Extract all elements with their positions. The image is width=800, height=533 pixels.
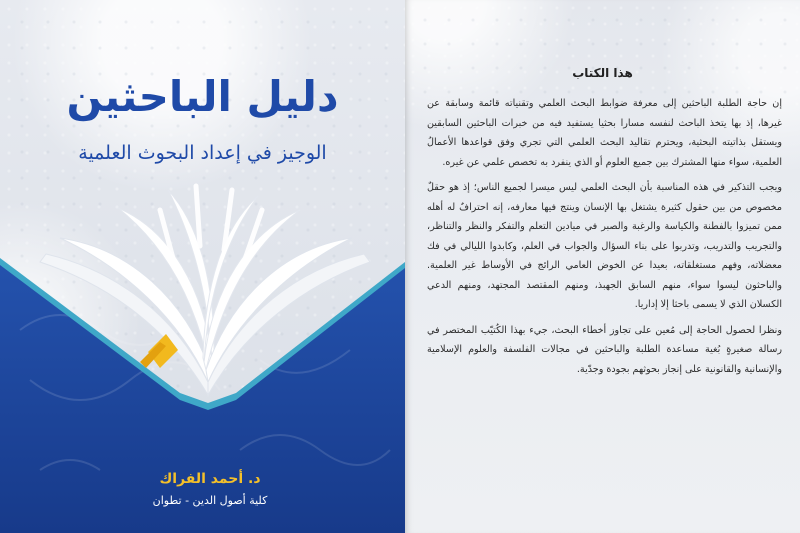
blurb-paragraph: ونظرا لحصول الحاجة إلى مُعين على تجاوز أخطاء البحث، جيء بهذا الكُتيّب المختصر في رسالة صغيرةٍ بُغية مساعدة الطلبة والباحثين في مجالات الفلسفة والعلوم الإسلامية والإنسانية والقانونية على إنجاز بحوثهم بجودة وجدّية. — [427, 324, 782, 375]
author-name: د. أحمد الفراك — [159, 471, 261, 487]
book-title: دليل الباحثين — [66, 72, 339, 121]
back-cover — [405, 0, 800, 533]
back-cover-heading: هذا الكتاب — [572, 66, 633, 80]
book-subtitle: الوجيز في إعداد البحوث العلمية — [78, 142, 327, 164]
back-cover-blurb — [427, 94, 782, 385]
blurb-paragraph: إن حاجة الطلبة الباحثين إلى معرفة ضوابط البحث العلمي وتقنياته قائمة وسابقة عن غيرها، إذ بها يتخذ الباحث لنفسه مسارا بحثيا يستفيد فيه من خبرات الباحثين السابقين ويستقل بذاتيته البحثية، ويحترم تقاليد البحث العلمي التي تجري وفق قواعدها الأعمالُ العلمية، سواء منها المشترك بين جميع العلوم أو الذي ينفرد به تخصص علمي عن غيره. — [427, 98, 782, 168]
author-affiliation: كلية أصول الدين - تطوان — [152, 494, 268, 507]
light-rays — [160, 186, 262, 262]
blurb-paragraph: ويجب التذكير في هذه المناسبة بأن البحث العلمي ليس ميسرا لجميع الناس؛ إذ هو حقلٌ مخصوص من بين حقول كثيرة يشتغل بها الإنسان وينتج فيها معارفه، إنه احترافٌ له أهله ممن تميزوا بالفطنة والكياسة والرغبة والصبر في ميادين التعلم والتفكر والنظر والتناظر، والتجريب والتدريب، وتدربوا على بناء السؤال والجواب في العلم، وكابدوا الليالي في فك معضلاته، وفهم مستغلقاته، بعيدا عن الخوض العامي الرائج في الأوساط غير العلمية. والباحثون ليسوا سواء، منهم السابق الجهبذ، ومنهم المقتصد المجتهد، ومنهم الدعي الكسلان الذي لا يسمى باحثا إلا إداريا. — [427, 182, 782, 310]
